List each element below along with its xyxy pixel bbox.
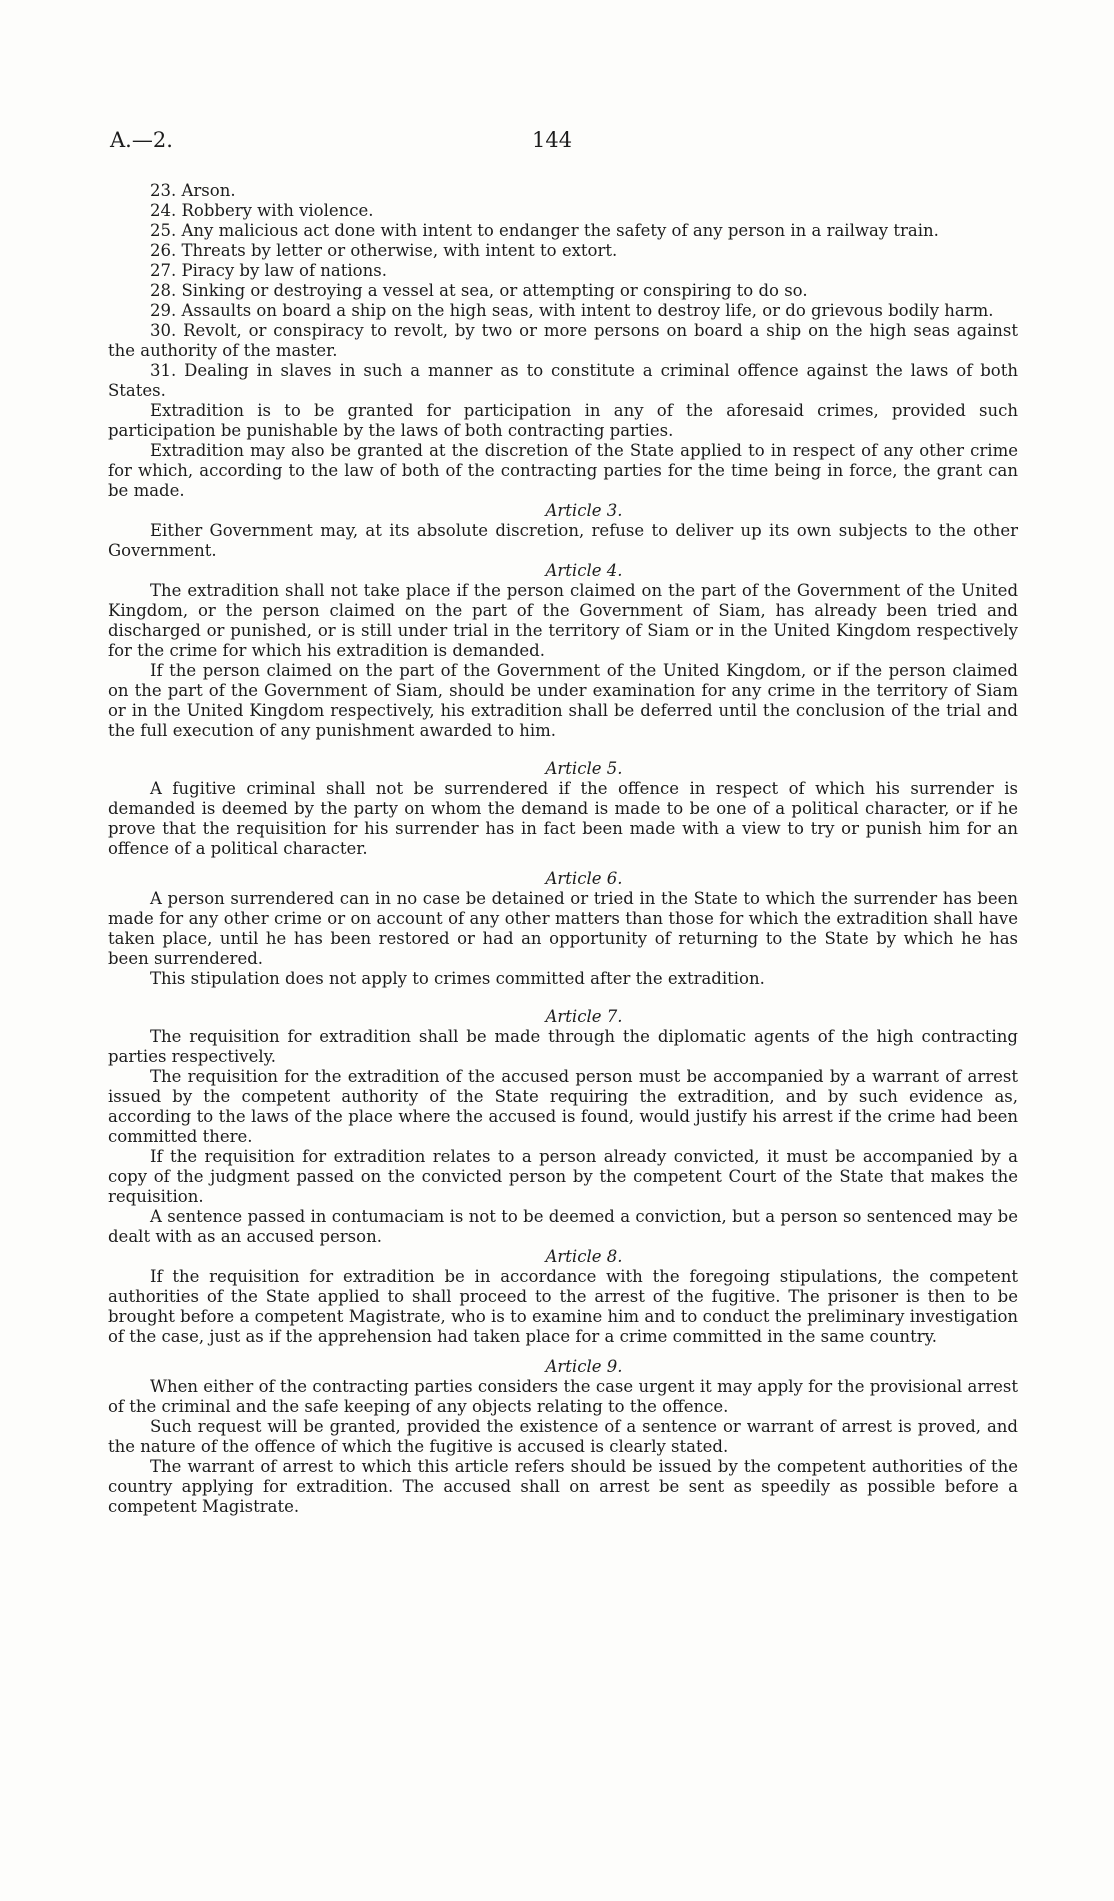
series-label: A.—2.	[110, 128, 173, 152]
article-heading: Article 3.	[545, 501, 623, 520]
article-heading: Article 5.	[545, 759, 623, 778]
list-item: 26. Threats by letter or otherwise, with intent to extort.	[150, 241, 618, 260]
article-heading: Article 9.	[545, 1357, 623, 1376]
paragraph: Either Government may, at its absolute discretion, refuse to deliver up its own subjects to the other Government.	[108, 521, 1018, 560]
paragraph: A fugitive criminal shall not be surrendered if the offence in respect of which his surrender is demanded is deemed by the party on whom the demand is made to be one of a political character, or if he prove that the requisition for his surrender has in fact been made with a view to try or punish him for an offence of a political character.	[108, 779, 1018, 858]
list-item: 29. Assaults on board a ship on the high seas, with intent to destroy life, or do grievous bodily harm.	[150, 301, 994, 320]
paragraph: A person surrendered can in no case be detained or tried in the State to which the surrender has been made for any other crime or on account of any other matters than those for which the extradition shall have taken place, until he has been restored or had an opportunity of returning to the State by which he has been surrendered.	[108, 889, 1018, 968]
paragraph: A sentence passed in contumaciam is not to be deemed a conviction, but a person so sentenced may be dealt with as an accused person.	[108, 1207, 1018, 1246]
list-item: 30. Revolt, or conspiracy to revolt, by two or more persons on board a ship on the high seas against the authority of the master.	[108, 321, 1018, 360]
list-item: 27. Piracy by law of nations.	[150, 261, 387, 280]
paragraph: This stipulation does not apply to crimes committed after the extradition.	[150, 969, 765, 988]
paragraph: Extradition is to be granted for participation in any of the aforesaid crimes, provided such participation be punishable by the laws of both contracting parties.	[108, 401, 1018, 440]
list-item: 28. Sinking or destroying a vessel at sea, or attempting or conspiring to do so.	[150, 281, 808, 300]
document-body	[108, 181, 1018, 1517]
article-heading: Article 7.	[545, 1007, 623, 1026]
paragraph: The warrant of arrest to which this article refers should be issued by the competent authorities of the country applying for extradition. The accused shall on arrest be sent as speedily as possible before a competent Magistrate.	[108, 1457, 1018, 1516]
paragraph: The requisition for extradition shall be made through the diplomatic agents of the high contracting parties respectively.	[108, 1027, 1018, 1066]
article-heading: Article 6.	[545, 869, 623, 888]
paragraph: Such request will be granted, provided the existence of a sentence or warrant of arrest is proved, and the nature of the offence of which the fugitive is accused is clearly stated.	[108, 1417, 1018, 1456]
paragraph: The extradition shall not take place if the person claimed on the part of the Government of the United Kingdom, or the person claimed on the part of the Government of Siam, has already been tried and discharged or punished, or is still under trial in the territory of Siam or in the United Kingdom respectively for the crime for which his extradition is demanded.	[108, 581, 1018, 660]
list-item: 23. Arson.	[150, 181, 236, 200]
list-item: 25. Any malicious act done with intent to endanger the safety of any person in a railway train.	[150, 221, 939, 240]
paragraph: When either of the contracting parties considers the case urgent it may apply for the provisional arrest of the criminal and the safe keeping of any objects relating to the offence.	[108, 1377, 1018, 1416]
paragraph: Extradition may also be granted at the discretion of the State applied to in respect of any other crime for which, according to the law of both of the contracting parties for the time being in force, the grant can be made.	[108, 441, 1018, 500]
article-heading: Article 4.	[545, 561, 623, 580]
paragraph: If the person claimed on the part of the Government of the United Kingdom, or if the person claimed on the part of the Government of Siam, should be under examination for any crime in the territory of Siam or in the United Kingdom respectively, his extradition shall be deferred until the conclusion of the trial and the full execution of any punishment awarded to him.	[108, 661, 1018, 740]
paragraph: The requisition for the extradition of the accused person must be accompanied by a warrant of arrest issued by the competent authority of the State requiring the extradition, and by such evidence as, according to the laws of the place where the accused is found, would justify his arrest if the crime had been committed there.	[108, 1067, 1018, 1146]
list-item: 31. Dealing in slaves in such a manner as to constitute a criminal offence against the laws of both States.	[108, 361, 1018, 400]
page-number: 144	[532, 128, 573, 152]
article-heading: Article 8.	[545, 1247, 623, 1266]
paragraph: If the requisition for extradition relates to a person already convicted, it must be accompanied by a copy of the judgment passed on the convicted person by the competent Court of the State that makes the requisition.	[108, 1147, 1018, 1206]
page-header	[110, 128, 1010, 158]
paragraph: If the requisition for extradition be in accordance with the foregoing stipulations, the competent authorities of the State applied to shall proceed to the arrest of the fugitive. The prisoner is then to be brought before a competent Magistrate, who is to examine him and to conduct the preliminary investigation of the case, just as if the apprehension had taken place for a crime committed in the same country.	[108, 1267, 1018, 1346]
list-item: 24. Robbery with violence.	[150, 201, 374, 220]
